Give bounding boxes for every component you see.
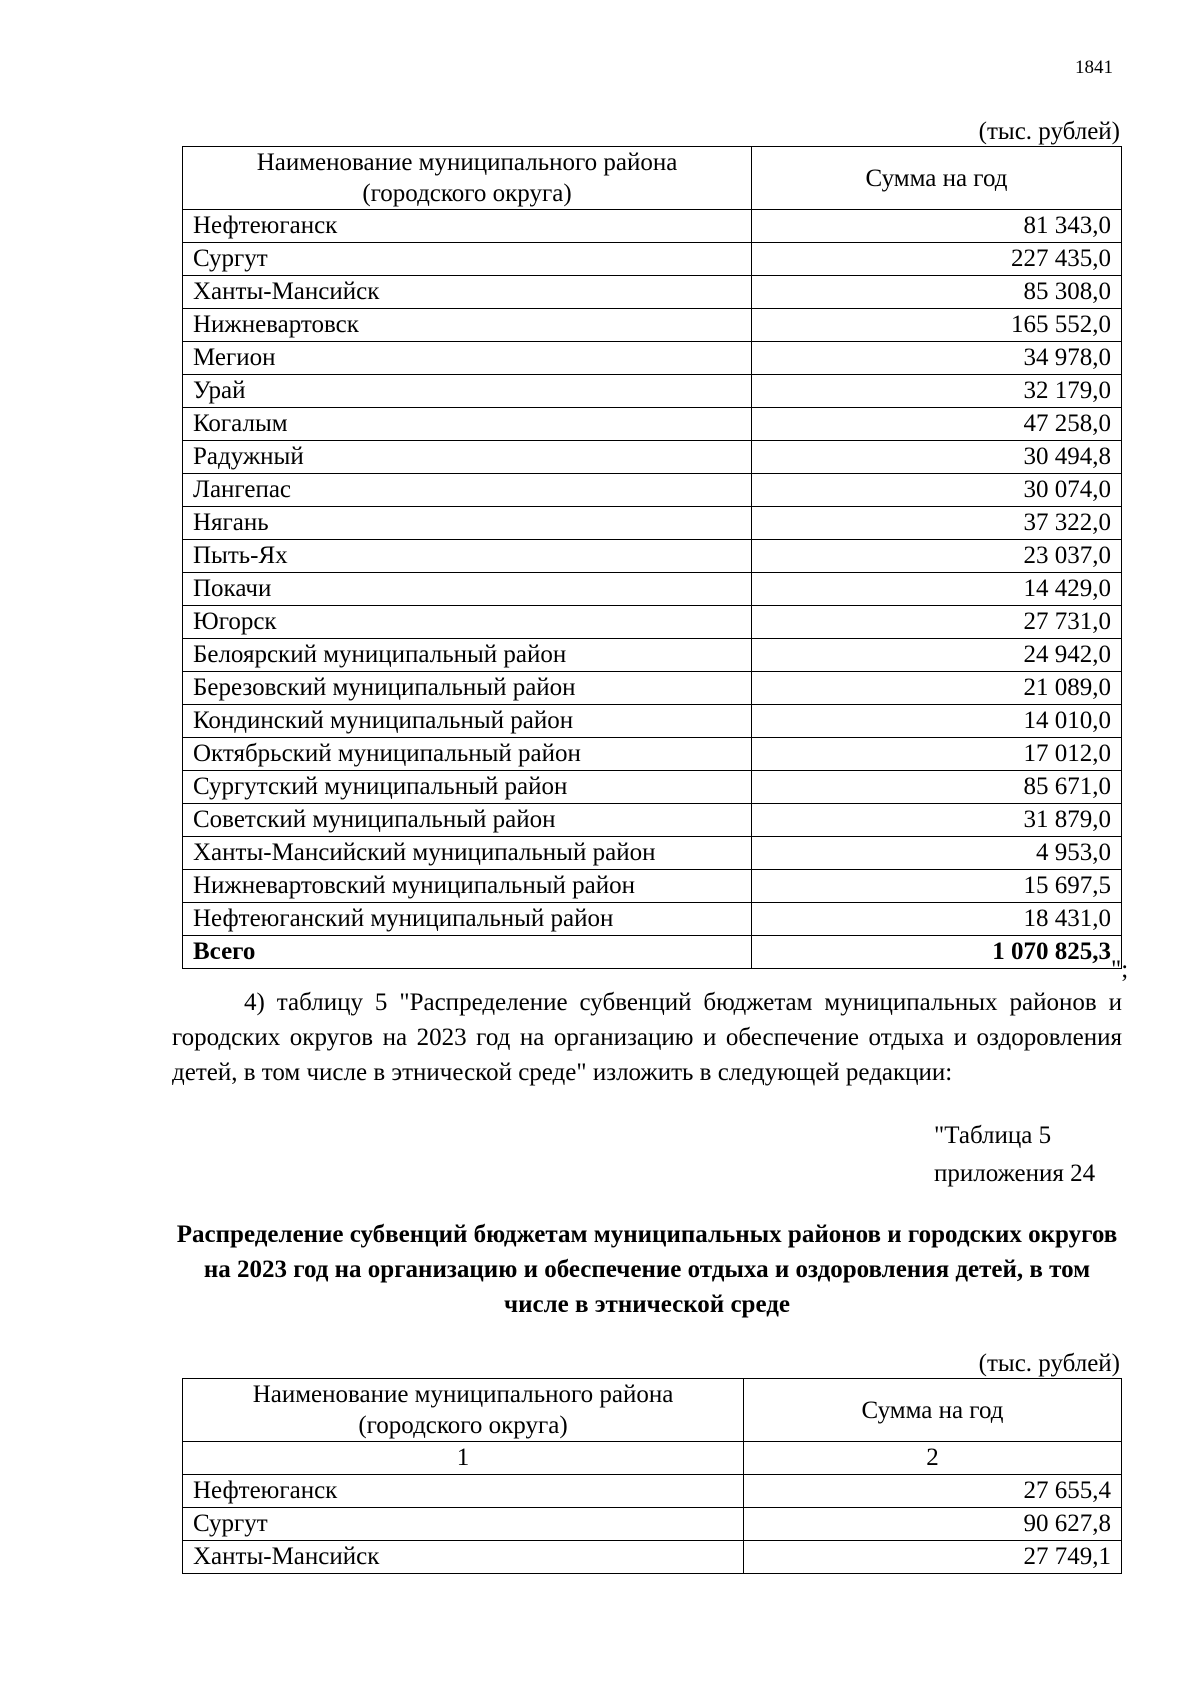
row-value: 24 942,0 xyxy=(752,639,1122,672)
row-name: Сургутский муниципальный район xyxy=(183,771,752,804)
table1-header-row xyxy=(183,147,1122,210)
table-row xyxy=(183,309,1122,342)
table2-index-2: 2 xyxy=(744,1442,1122,1475)
table-row xyxy=(183,507,1122,540)
row-value: 17 012,0 xyxy=(752,738,1122,771)
table-row xyxy=(183,276,1122,309)
table-row xyxy=(183,408,1122,441)
table-row xyxy=(183,738,1122,771)
row-name: Урай xyxy=(183,375,752,408)
row-value: 30 074,0 xyxy=(752,474,1122,507)
row-value: 90 627,8 xyxy=(744,1508,1122,1541)
row-name: Ханты-Мансийский муниципальный район xyxy=(183,837,752,870)
row-name: Лангепас xyxy=(183,474,752,507)
table-row xyxy=(183,210,1122,243)
table-row xyxy=(183,771,1122,804)
total-value: 1 070 825,3 xyxy=(752,936,1122,969)
total-row xyxy=(183,936,1122,969)
row-value: 21 089,0 xyxy=(752,672,1122,705)
row-value: 27 655,4 xyxy=(744,1475,1122,1508)
table-reference-line1: "Таблица 5 xyxy=(934,1122,1052,1149)
row-value: 27 749,1 xyxy=(744,1541,1122,1574)
row-name: Белоярский муниципальный район xyxy=(183,639,752,672)
table-row xyxy=(183,474,1122,507)
table-row xyxy=(183,804,1122,837)
table-row xyxy=(183,639,1122,672)
table1-header-name-line2: (городского округа) xyxy=(362,180,572,207)
table-row xyxy=(183,705,1122,738)
row-name: Сургут xyxy=(183,243,752,276)
row-value: 4 953,0 xyxy=(752,837,1122,870)
table2 xyxy=(182,1378,1122,1574)
row-name: Нефтеюганский муниципальный район xyxy=(183,903,752,936)
row-name: Сургут xyxy=(183,1508,744,1541)
table-row xyxy=(183,342,1122,375)
row-name: Березовский муниципальный район xyxy=(183,672,752,705)
row-name: Покачи xyxy=(183,573,752,606)
row-name: Когалым xyxy=(183,408,752,441)
table2-units: (тыс. рублей) xyxy=(978,1350,1120,1377)
row-name: Ханты-Мансийск xyxy=(183,276,752,309)
row-value: 18 431,0 xyxy=(752,903,1122,936)
row-value: 14 010,0 xyxy=(752,705,1122,738)
table1-units: (тыс. рублей) xyxy=(978,118,1120,145)
row-value: 85 308,0 xyxy=(752,276,1122,309)
table-reference xyxy=(934,1117,1095,1193)
row-name: Нефтеюганск xyxy=(183,210,752,243)
row-name: Нижневартовск xyxy=(183,309,752,342)
row-value: 47 258,0 xyxy=(752,408,1122,441)
table-row xyxy=(183,903,1122,936)
row-name: Ханты-Мансийск xyxy=(183,1541,744,1574)
row-value: 27 731,0 xyxy=(752,606,1122,639)
table2-header-name xyxy=(183,1379,744,1442)
row-name: Кондинский муниципальный район xyxy=(183,705,752,738)
table-row xyxy=(183,573,1122,606)
row-value: 23 037,0 xyxy=(752,540,1122,573)
row-name: Югорск xyxy=(183,606,752,639)
table2-index-1: 1 xyxy=(183,1442,744,1475)
total-label: Всего xyxy=(183,936,752,969)
row-value: 81 343,0 xyxy=(752,210,1122,243)
table1-header-sum: Сумма на год xyxy=(752,147,1122,210)
closing-quote: "; xyxy=(1111,956,1129,983)
amendment-paragraph xyxy=(172,985,1122,1090)
page-number: 1841 xyxy=(1075,57,1113,78)
table1-header-name xyxy=(183,147,752,210)
table-reference-line2: приложения 24 xyxy=(934,1160,1096,1187)
row-value: 34 978,0 xyxy=(752,342,1122,375)
table2-index-row xyxy=(183,1442,1122,1475)
table2-header-name-line2: (городского округа) xyxy=(358,1412,568,1439)
table-row xyxy=(183,672,1122,705)
table-row xyxy=(183,243,1122,276)
table2-header-row xyxy=(183,1379,1122,1442)
table1-header-name-line1: Наименование муниципального района xyxy=(256,149,678,176)
table-row xyxy=(183,1475,1122,1508)
row-name: Октябрьский муниципальный район xyxy=(183,738,752,771)
row-name: Радужный xyxy=(183,441,752,474)
table2-header-sum: Сумма на год xyxy=(744,1379,1122,1442)
table1 xyxy=(182,146,1122,969)
row-value: 30 494,8 xyxy=(752,441,1122,474)
row-value: 37 322,0 xyxy=(752,507,1122,540)
table-row xyxy=(183,375,1122,408)
table2-body xyxy=(183,1475,1122,1574)
row-name: Советский муниципальный район xyxy=(183,804,752,837)
row-value: 85 671,0 xyxy=(752,771,1122,804)
table-row xyxy=(183,441,1122,474)
table-row xyxy=(183,1541,1122,1574)
table-row xyxy=(183,870,1122,903)
table-row xyxy=(183,1508,1122,1541)
row-name: Нижневартовский муниципальный район xyxy=(183,870,752,903)
row-value: 31 879,0 xyxy=(752,804,1122,837)
amendment-text: 4) таблицу 5 "Распределение субвенций бюджетам муниципальных районов и городских округов на 2023 год на организацию и обеспечение отдыха и оздоровления детей, в том числе в этнической среде" изложить в следующей редакции: xyxy=(172,989,1122,1086)
table-row xyxy=(183,540,1122,573)
row-name: Нягань xyxy=(183,507,752,540)
table2-header-name-line1: Наименование муниципального района xyxy=(252,1381,674,1408)
table-row xyxy=(183,837,1122,870)
table1-body xyxy=(183,210,1122,969)
row-value: 227 435,0 xyxy=(752,243,1122,276)
table-row xyxy=(183,606,1122,639)
row-value: 32 179,0 xyxy=(752,375,1122,408)
row-value: 165 552,0 xyxy=(752,309,1122,342)
table2-title: Распределение субвенций бюджетам муниципальных районов и городских округов на 2023 год на организацию и обеспечение отдыха и оздоровления детей, в том числе в этнической среде xyxy=(176,1221,1118,1318)
row-name: Нефтеюганск xyxy=(183,1475,744,1508)
row-name: Мегион xyxy=(183,342,752,375)
row-value: 15 697,5 xyxy=(752,870,1122,903)
row-name: Пыть-Ях xyxy=(183,540,752,573)
row-value: 14 429,0 xyxy=(752,573,1122,606)
